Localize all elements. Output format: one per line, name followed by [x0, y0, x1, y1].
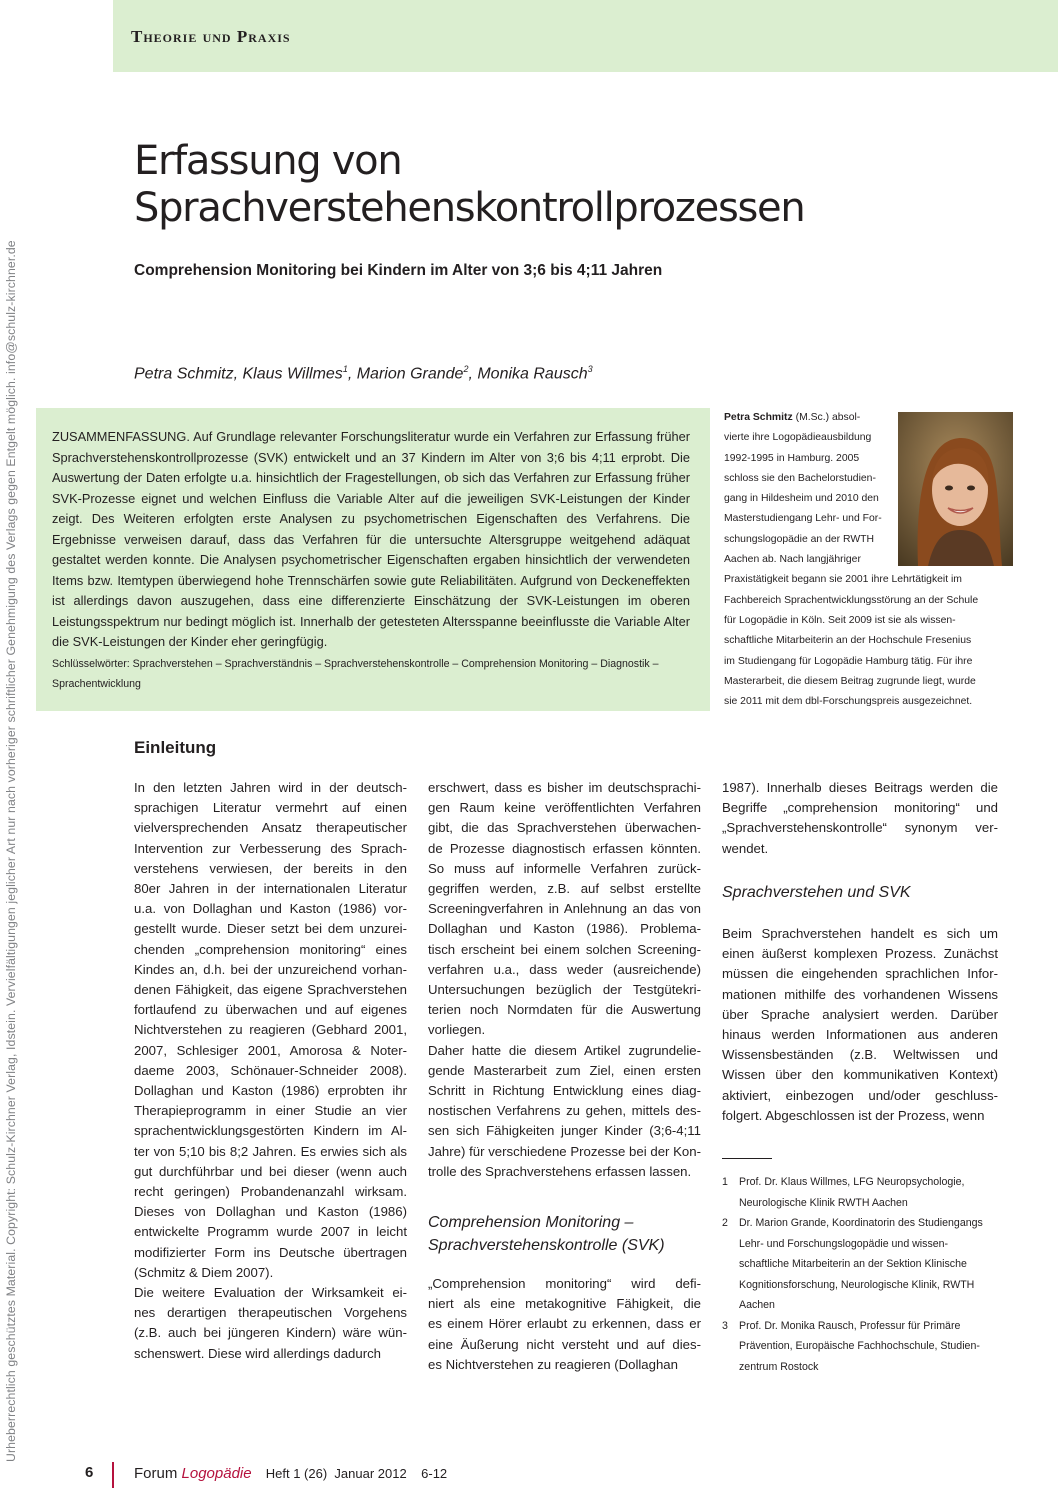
text-line: sprachigen Literatur vermehrt auf einen	[134, 800, 407, 816]
text-line: fortlaufend zu überwachen und auf eigenes	[134, 1002, 407, 1018]
text-line: 1987). Innerhalb dieses Beitrags werden die	[722, 780, 998, 795]
text-line: vielversprechenden Ansatz therapeutischer	[134, 820, 407, 836]
footnote	[722, 1172, 1002, 1213]
text-line: „Sprachverstehenskontrolle“ synonym ver-	[722, 820, 998, 836]
bio-line: 1992-1995 in Hamburg. 2005	[724, 452, 860, 464]
text-line: mationen mithilfe des vorhandenen Wissens	[722, 986, 998, 1002]
section-label: Theorie und Praxis	[131, 27, 291, 46]
text-line: verfahren u.a., dass weder (ausreichende)	[428, 961, 701, 977]
body-column-2	[428, 778, 701, 1182]
footnote	[722, 1213, 1002, 1316]
bio-line: schaftliche Mitarbeiterin an der Hochschule Fresenius	[724, 635, 972, 647]
text-line: gende Masterarbeit zum Ziel, einen ersten	[428, 1062, 701, 1078]
text-line: u.a. von Dollaghan und Kaston (1986) vor-	[134, 901, 407, 917]
bio-line: schungslogopädie an der RWTH	[724, 533, 874, 545]
heading-einleitung: Einleitung	[134, 738, 217, 757]
text-line: ter von 5;10 bis 8;2 Jahren. Es erwies sich als	[134, 1143, 407, 1159]
text-line: sprachentwicklungsgestörten Kindern im Al-	[134, 1123, 407, 1139]
author-name: Marion Grande	[356, 365, 464, 383]
author-name: Petra Schmitz	[134, 365, 234, 383]
text-line: (Schmitz & Diem 2007).	[134, 1264, 274, 1280]
text-line: In den letzten Jahren wird in der deutsch-	[134, 780, 407, 795]
body-column-3-continued	[722, 924, 998, 1126]
text-line: Wissensbeständen (z.B. Weltwissen und	[722, 1047, 998, 1063]
text-line: recht geringen) Probandenanzahl wirksam.	[134, 1184, 407, 1200]
author-name: Monika Rausch	[477, 365, 588, 383]
text-line: trolle des Sprachverstehens erfassen lassen.	[428, 1163, 692, 1179]
bio-line: Fachbereich Sprachentwicklungsstörung an der Schule	[724, 594, 979, 606]
text-line: „Comprehension monitoring“ wird defi-	[428, 1276, 701, 1291]
text-line: es einem Hörer erlaubt zu erkennen, dass er	[428, 1316, 701, 1332]
bio-line: vierte ihre Logopädieausbildung	[724, 432, 872, 444]
text-line: Begriffe „comprehension monitoring“ und	[722, 800, 998, 816]
text-line: So muss auf informelle Verfahren zurück-	[428, 860, 701, 876]
text-line: Die weitere Evaluation der Wirksamkeit ei-	[134, 1285, 407, 1301]
text-line: müssen die eingehenden sprachlichen Infor-	[722, 966, 998, 982]
text-line: Wissen über den kommunikativen Kontext)	[722, 1067, 998, 1083]
text-line: niert als eine metakognitive Fähigkeit, die	[428, 1296, 701, 1312]
text-line: nostischen Verfahrens zu gehen, mittels des-	[428, 1103, 701, 1119]
footnote-number: 3	[722, 1319, 728, 1332]
heading-sprachverstehen-svk: Sprachverstehen und SVK	[722, 884, 911, 901]
copyright-sidebar: Urheberrechtlich geschütztes Material. Copyright: Schulz-Kirchner Verlag, Idstein. Vervielfältigungen jeglicher Art nur nach vorheriger schriftlicher Genehmigung des Verlags gegen Entgelt möglich. info@schulz-kirchner.de	[4, 240, 18, 1462]
text-line: entwickelte Programm wurde 2007 in leicht	[134, 1224, 407, 1240]
body-column-1	[134, 778, 407, 1364]
author-affiliation-marker: 2	[463, 364, 469, 374]
text-line: de Prozesse diagnostisch erfassen könnten.	[428, 840, 701, 856]
page-number: 6	[85, 1464, 94, 1481]
body-column-2-continued	[428, 1274, 701, 1375]
body-column-3	[722, 778, 998, 859]
text-line: gut durchführbar und bei dieser (wenn auch	[134, 1163, 407, 1179]
text-line: 2007, Schlesiger 2001, Amorosa & Noter-	[134, 1042, 407, 1058]
text-line: Screeningverfahren in Anlehnung an das von	[428, 901, 701, 917]
footnote-line: schaftliche Mitarbeiterin an der Sektion Klinische	[739, 1258, 967, 1270]
text-line: eine Äußerung nicht versteht und auf dies-	[428, 1336, 701, 1352]
text-line: gibt, die das Sprachverstehen überwachen-	[428, 820, 701, 836]
footnote-line: zentrum Rostock	[739, 1360, 819, 1373]
heading-line: Comprehension Monitoring –	[428, 1214, 634, 1231]
text-line: Dollaghan und Kaston (1986). Problema-	[428, 921, 701, 937]
text-line: schenswert. Diese wird allerdings dadurch	[134, 1345, 382, 1361]
text-line: Kindes an, d.h. bei der unzureichend vorhan-	[134, 961, 407, 977]
article-title	[134, 138, 934, 232]
text-line: chenden „comprehension monitoring“ eines	[134, 941, 407, 957]
text-line: 80er Jahren in der internationalen Literatur	[134, 881, 407, 897]
text-line: Dieses von Dollaghan und Kaston (1986)	[134, 1204, 407, 1220]
text-line: (z.B. auch bei jüngeren Kindern) wäre wün-	[134, 1325, 407, 1341]
footnote-line: Prävention, Europäische Fachhochschule, Studien-	[739, 1340, 980, 1352]
footnote-line: Kognitionsforschung, Neurologische Klinik, RWTH	[739, 1278, 975, 1291]
text-line: Beim Sprachverstehen handelt es sich um	[722, 926, 998, 941]
footnote-line: Lehr- und Forschungslogopädie und wissen-	[739, 1237, 949, 1250]
heading-comprehension-monitoring	[428, 1211, 665, 1257]
author-name: Klaus Willmes	[242, 365, 343, 383]
text-line: tisch erscheint bei einem solchen Screening-	[428, 941, 701, 957]
title-line-1: Erfassung von	[134, 138, 402, 184]
text-line: gestellt wurde. Dieser setzt bei dem unzurei-	[134, 921, 407, 937]
abstract	[52, 427, 690, 695]
footnote-line: Neurologische Klinik RWTH Aachen	[739, 1196, 908, 1209]
footnotes	[722, 1172, 1002, 1377]
footnote-rule	[722, 1158, 772, 1159]
footnote-line: Dr. Marion Grande, Koordinatorin des Studiengangs	[739, 1217, 983, 1229]
text-line: denen Fähigkeit, das eigene Sprachverstehen	[134, 982, 407, 998]
text-line: es Nichtverstehen zu reagieren (Dollaghan	[428, 1356, 678, 1372]
text-line: gegriffen werden, z.B. auf selbst erstellte	[428, 881, 701, 897]
text-line: vorliegen.	[428, 1022, 486, 1038]
bio-line: schloss sie den Bachelorstudien-	[724, 472, 876, 484]
text-line: sen sich Fähigkeiten junger Kinder (3;6-4;11	[428, 1123, 701, 1139]
bio-line: Masterstudiengang Lehr- und For-	[724, 513, 882, 525]
text-line: Daher hatte die diesem Artikel zugrundelie-	[428, 1042, 701, 1058]
bio-line: sie 2011 mit dem dbl-Forschungspreis ausgezeichnet.	[724, 696, 973, 708]
journal-footer	[134, 1465, 447, 1482]
text-line: terien noch Normdaten für die Auswertung	[428, 1002, 701, 1018]
issue-info: Heft 1 (26) Januar 2012 6-12	[265, 1466, 448, 1481]
text-line: über Sprache analysiert werden. Darüber	[722, 1006, 998, 1022]
text-line: einen äußerst komplexen Prozess. Zunächst	[722, 946, 998, 962]
author-affiliation-marker: 1	[342, 364, 348, 374]
author-bio	[724, 408, 1016, 712]
journal-logo: Logopädie	[181, 1465, 252, 1482]
text-line: nes derartigen therapeutischen Vorgehens	[134, 1305, 407, 1321]
journal-forum: Forum	[134, 1465, 178, 1482]
abstract-text: ZUSAMMENFASSUNG. Auf Grundlage relevanter Forschungsliteratur wurde ein Verfahren zur Erfassung früher Sprachverstehenskontrollprozesse (SVK) entwickelt und an 37 Kindern im Alter von 3;6 bis 4;11 erprobt. Die Auswertung der Daten erfolgte u.a. hinsichtlich der Fragestellungen, ob sich das Verfahren zur Erfassung früher SVK-Prozesse eignet und welchen Einfluss die Variable Alter auf die jeweiligen SVK-Leistungen der Kinder zeigt. Des Weiteren erfolgten erste Analysen zu psychometrischen Eigenschaften des Verfahrens. Die Ergebnisse verweisen darauf, dass das Verfahren für die untersuchte Altersgruppe weitgehend adäquat gestaltet werden konnte. Die Analysen psychometrischer Eigenschaften ergaben hinsichtlich der verwendeten Items bzw. Itemtypen überwiegend hohe Trennschärfen sowie gute Reliabilitäten. Aufgrund von Deckeneffekten ist allerdings davon auszugehen, dass eine differenzierte Einschätzung der SVK-Leistungen im oberen Leistungsspektrum nur bedingt möglich ist. Innerhalb der getesteten Altersspanne beeinflusste die Variable Alter die SVK-Leistungen der Kinder eher geringfügig.	[52, 429, 690, 649]
text-line: folgert. Abgeschlossen ist der Prozess, wenn	[722, 1107, 985, 1123]
bio-line: Petra Schmitz (M.Sc.) absol-	[724, 412, 861, 423]
text-line: gen Raum keine veröffentlichten Verfahren	[428, 800, 701, 816]
text-line: Dollaghan und Kaston (1986) erprobten ihr	[134, 1083, 407, 1099]
bio-line: Aachen ab. Nach langjähriger	[724, 554, 861, 566]
bio-line: Masterarbeit, die diesem Beitrag zugrunde liegt, wurde	[724, 675, 976, 687]
keywords: Schlüsselwörter: Sprachverstehen – Sprachverständnis – Sprachverstehenskontrolle – Comprehension Monitoring – Diagnostik – Sprachentwicklung	[52, 657, 659, 690]
footnote-line: Prof. Dr. Klaus Willmes, LFG Neuropsychologie,	[739, 1176, 965, 1188]
title-line-2: Sprachverstehenskontrollprozessen	[134, 185, 805, 231]
text-line: Intervention zur Verbesserung des Sprach-	[134, 840, 407, 856]
text-line: Nichtverstehen zu reagieren (Gebhard 2001,	[134, 1022, 407, 1038]
footnote-number: 1	[722, 1176, 728, 1188]
footnote	[722, 1316, 1002, 1378]
bio-name: Petra Schmitz	[724, 412, 793, 423]
bio-line: gang in Hildesheim und 2010 den	[724, 493, 879, 505]
author-affiliation-marker: 3	[587, 364, 593, 374]
bio-line: im Studiengang für Logopädie Hamburg tätig. Für ihre	[724, 655, 973, 667]
text-line: verstehens verwiesen, der bereits in den	[134, 860, 407, 876]
text-line: Jahre) für verschiedene Prozesse bei der Kon-	[428, 1143, 701, 1159]
text-line: erschwert, dass es bisher im deutschsprachi-	[428, 780, 701, 795]
footnote-number: 2	[722, 1217, 728, 1229]
bio-line: für Logopädie in Köln. Seit 2009 ist sie als wissen-	[724, 614, 956, 626]
text-line: modifizierter Form ins Deutsche übertragen	[134, 1244, 407, 1260]
text-line: Schritt in Richtung Entwicklung eines diag-	[428, 1083, 701, 1099]
heading-line: Sprachverstehenskontrolle (SVK)	[428, 1237, 665, 1254]
text-line: Untersuchungen bezüglich der Testgütekri-	[428, 982, 701, 998]
text-line: hinaus werden Informationen aus anderen	[722, 1027, 998, 1043]
text-line: Therapieprogramm in einer Studie an vier	[134, 1103, 407, 1119]
footer-divider	[112, 1462, 114, 1488]
footnote-line: Aachen	[739, 1299, 775, 1311]
article-subtitle: Comprehension Monitoring bei Kindern im Alter von 3;6 bis 4;11 Jahren	[134, 262, 663, 279]
text-line: daeme 2003, Schönauer-Schneider 2008).	[134, 1062, 407, 1078]
text-line: aktiviert, einbezogen und/oder geschluss-	[722, 1087, 998, 1103]
bio-line: Praxistätigkeit begann sie 2001 ihre Lehrtätigkeit im	[724, 574, 962, 586]
text-line: wendet.	[722, 840, 769, 856]
footnote-line: Prof. Dr. Monika Rausch, Professur für Primäre	[739, 1319, 961, 1332]
author-list: Petra Schmitz, Klaus Willmes$^1$, Marion Grande$^2$, Monika Rausch$^3$	[134, 364, 593, 383]
